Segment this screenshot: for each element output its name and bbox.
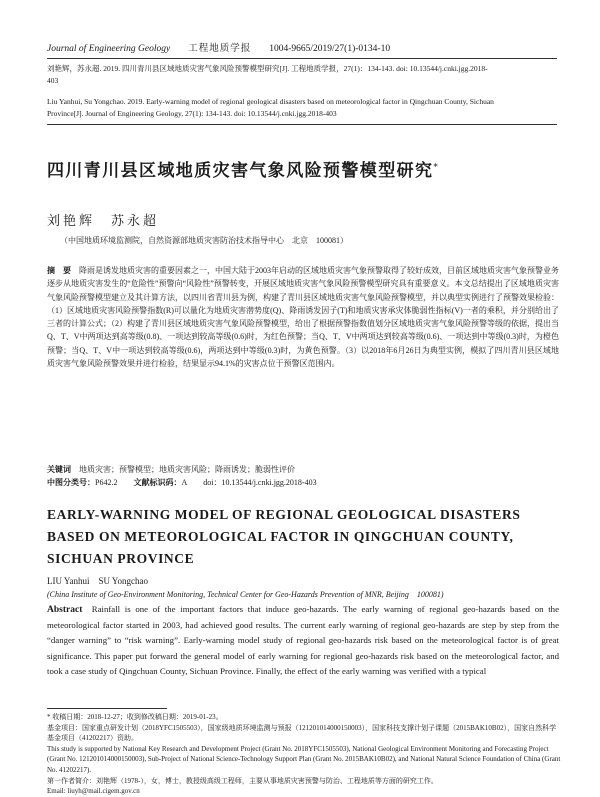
header-rule — [47, 58, 557, 59]
english-abstract — [47, 602, 559, 679]
footnote-received: * 收稿日期：2018-12-27；收到修改稿日期：2019-01-23。 — [47, 713, 223, 721]
keywords-label: 关键词 — [47, 465, 71, 474]
english-abstract-text: Rainfall is one of the important factors that induce geo-hazards. The early warning of regional geo-hazards based on the meteorological factor started in 2003, had achieved good results. The current early warning of regional geo-hazards are step by step from the “danger warning” to “risk warning”. Early-warning model study of regional geo-hazards risk based on the meteorological factor is of great significance. This paper put forward the general model of early warning for regional geo-hazards risk based on the meteorological factor, and took a case study of Qingchuan County, Sichuan Province. Finally, the effect of the early warning was verified with a typical — [47, 604, 559, 676]
running-header — [47, 40, 557, 54]
chinese-abstract-label: 摘 要 — [47, 266, 71, 275]
footnote-funding-cn: 基金项目：国家重点研发计划（2018YFC1505503），国家级地质环境监测与预报（121201014000150003），国家科技支撑计划子课题（2015BAK10B02），国家自然科学基金项目（41202217）资助。 — [47, 723, 557, 743]
english-affiliation: (China Institute of Geo-Environment Monitoring, Technical Center for Geo-Hazards Prevention of MNR, Beijing 100081) — [47, 590, 444, 599]
footnotes — [47, 712, 562, 797]
english-authors: LIU Yanhui SU Yongchao — [47, 576, 149, 586]
keywords-text: 地质灾害；预警模型；地质灾害风险；降雨诱发；脆弱性评价 — [79, 465, 295, 474]
footnote-author-bio: 第一作者简介：刘艳辉（1978-），女，博士，教授级高级工程师，主要从事地质灾害预警与防治、工程地质等方面的研究工作。 — [47, 776, 438, 785]
chinese-abstract — [47, 264, 559, 370]
chinese-keywords — [47, 463, 559, 476]
footnote-rule — [47, 708, 167, 709]
citation-cn-line2: 403 — [47, 76, 59, 85]
chinese-title — [47, 156, 562, 181]
doi-value: 10.13544/j.cnki.jgg.2018-403 — [221, 478, 317, 487]
citation-en-line2: Province[J]. Journal of Engineering Geology, 27(1): 134-143. doi: 10.13544/j.cnki.jgg.2018-403 — [47, 109, 337, 118]
citation-cn — [47, 63, 562, 87]
footnote-funding-en: This study is supported by National Key Research and Development Project (Grant No. 2018YFC1505503), National Geological Environment Monitoring and Forecasting Project (Grant No. 121201014000150003), Sub-Project of National Science-Technology Support Plan (Grant No. 2015BAK10B02), and National Natural Science Foundation of China (Grant No. 41202217). — [47, 744, 561, 774]
chinese-authors: 刘艳辉 苏永超 — [47, 214, 160, 229]
english-title: EARLY-WARNING MODEL OF REGIONAL GEOLOGICAL DISASTERS BASED ON METEOROLOGICAL FACTOR IN QINGCHUAN COUNTY, SICHUAN PROVINCE — [47, 507, 521, 566]
citation-en-line1: Liu Yanhui, Su Yongchao. 2019. Early-warning model of regional geological disasters based on meteorological factor in Qingchuan County, Sichuan — [47, 97, 494, 106]
chinese-abstract-text: 降雨是诱发地质灾害的重要因素之一，中国大陆于2003年启动的区域地质灾害气象预警取得了较好成效，目前区域地质灾害气象预警业务逐步从地质灾害发生的“危险性”预警向“风险性”预警转变，开展区域地质灾害气象风险预警模型研究具有重要意义。本文总结提出了区域地质灾害气象风险预警模型建立及其计算方法，以四川省青川县为例，构建了青川县区域地质灾害气象风险预警模型，并以典型实例进行了预警效果检验：（1）区域地质灾害风险预警指数(R)可以量化为地质灾害潜势度(Q)、降雨诱发因子(T)和地质灾害承灾体脆弱性指标(V)一者的乘积，并分别给出了三者的计算公式；（2）构建了青川县区域地质灾害气象风险预警模型，给出了根据预警指数值划分区域地质灾害气象风险预警等级的依据，提出当Q、T、V中两项达到高等级(0.8)、一项达到较高等级(0.6)时，为红色预警；当Q、T、V中两项达到较高等级(0.6)、一项达到中等级(0.3)时，为橙色预警；当Q、T、V中一项达到较高等级(0.6)，两项达到中等级(0.3)时，为黄色预警。（3）以2018年6月26日为典型实例，模拟了四川青川县区域地质灾害气象风险预警效果并进行检验，结果显示94.1%的灾害点位于预警区范围内。 — [47, 266, 559, 369]
english-abstract-label: Abstract — [47, 605, 83, 615]
doc-code-value: A — [181, 478, 188, 487]
clc-value: P642.2 — [95, 478, 118, 487]
journal-code: 1004-9665/2019/27(1)-0134-10 — [269, 44, 391, 54]
classification-line — [47, 476, 559, 489]
journal-name-cn: 工程地质学报 — [188, 44, 252, 54]
citation-rule — [47, 124, 557, 125]
chinese-affiliation: （中国地质环境监测院，自然资源部地质灾害防治技术指导中心 北京 100081） — [60, 236, 348, 245]
citation-en — [47, 96, 562, 120]
footnote-email: Email: liuyh@mail.cigem.gov.cn — [47, 787, 140, 796]
doc-code-label: 文献标识码： — [133, 478, 182, 487]
doi-label: doi： — [203, 478, 222, 487]
title-footnote-mark: * — [433, 162, 440, 173]
clc-label: 中图分类号： — [47, 478, 95, 487]
journal-name: Journal of Engineering Geology — [47, 44, 171, 54]
citation-cn-line1: 刘艳辉，苏永超. 2019. 四川青川县区域地质灾害气象风险预警模型研究[J]. 工程地质学报，27(1)：134-143. doi: 10.13544/j.cnki.jgg.2018- — [47, 64, 488, 73]
chinese-title-text: 四川青川县区域地质灾害气象风险预警模型研究 — [47, 161, 434, 181]
